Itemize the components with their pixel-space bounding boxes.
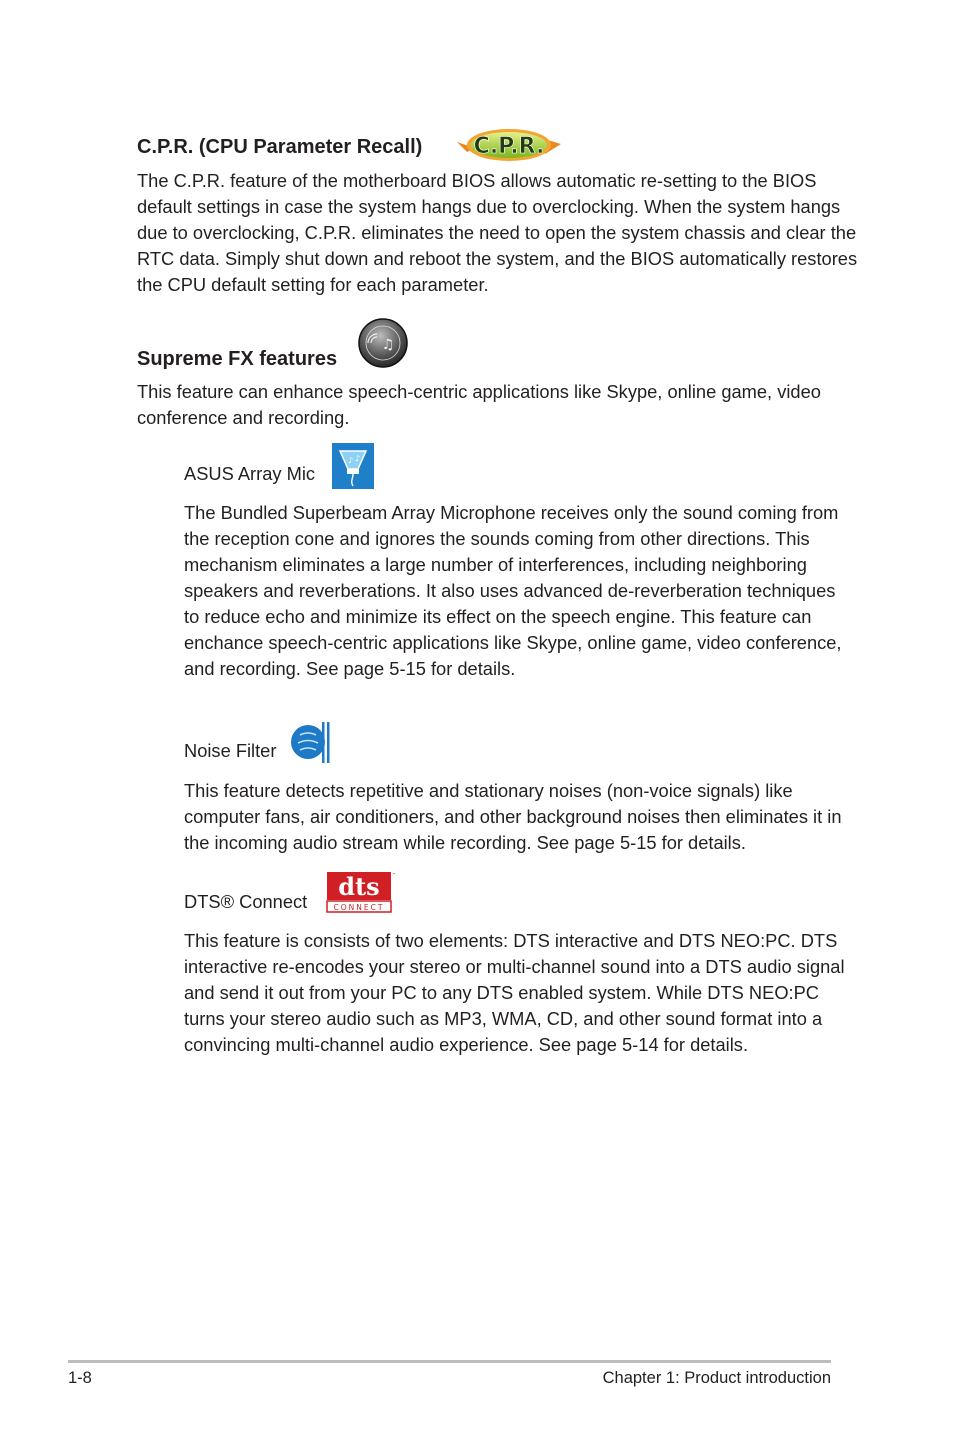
cpr-logo-icon <box>453 124 565 166</box>
supreme-fx-heading: Supreme FX features <box>137 348 338 370</box>
svg-text:♫: ♫ <box>381 337 395 353</box>
svg-text:™: ™ <box>392 872 396 877</box>
dts-logo-main-text: dts <box>338 872 380 901</box>
footer-chapter-title: Chapter 1: Product introduction <box>602 1369 831 1387</box>
svg-text:♪: ♪ <box>355 454 361 463</box>
svg-text:♪: ♪ <box>348 456 354 465</box>
cpr-body: The C.P.R. feature of the motherboard BIOS allows automatic re-setting to the BIOS default settings in case the system hangs due to overclocking. When the system hangs due to overclocking, C.P.R. eliminates the need to open the system chassis and clear the RTC data. Simply shut down and reboot the system, and the BIOS automatically restores the CPU default setting for each parameter. <box>137 170 858 295</box>
noise-filter-body: This feature detects repetitive and stationary noises (non-voice signals) like computer fans, air conditioners, and other background noises then eliminates it in the incoming audio stream while recording. See page 5-15 for details. <box>184 780 842 853</box>
speaker-disc-icon <box>357 318 409 368</box>
footer-page-number: 1-8 <box>68 1369 92 1387</box>
array-mic-title: ASUS Array Mic <box>184 463 316 484</box>
noise-filter-icon <box>292 719 332 766</box>
microphone-icon <box>332 443 374 489</box>
noise-filter-title: Noise Filter <box>184 740 277 761</box>
dts-body: This feature is consists of two elements: DTS interactive and DTS NEO:PC. DTS interactive re-encodes your stereo or multi-channel sound into a DTS audio signal and send it out from your PC to any DTS enabled system. While DTS NEO:PC turns your stereo audio such as MP3, WMA, CD, and other sound format into a convincing multi-channel audio experience. See page 5-14 for details. <box>184 930 845 1055</box>
footer-divider <box>68 1360 831 1363</box>
cpr-logo-text: C.P.R. <box>473 134 545 159</box>
dts-title: DTS® Connect <box>184 891 308 912</box>
dts-connect-logo-icon <box>325 870 395 914</box>
cpr-heading: C.P.R. (CPU Parameter Recall) <box>137 136 423 158</box>
dts-logo-sub-text: CONNECT <box>333 903 385 912</box>
array-mic-body: The Bundled Superbeam Array Microphone receives only the sound coming from the reception cone and ignores the sounds coming from other directions. This mechanism eliminates a large number of interferences, including neighboring speakers and reverberations. It also uses advanced de-reverberation techniques to reduce echo and minimize its effect on the speech engine. This feature can enchance speech-centric applications like Skype, online game, video conference, and recording. See page 5-15 for details. <box>184 502 842 679</box>
supreme-fx-body: This feature can enhance speech-centric applications like Skype, online game, video conference and recording. <box>137 381 821 428</box>
